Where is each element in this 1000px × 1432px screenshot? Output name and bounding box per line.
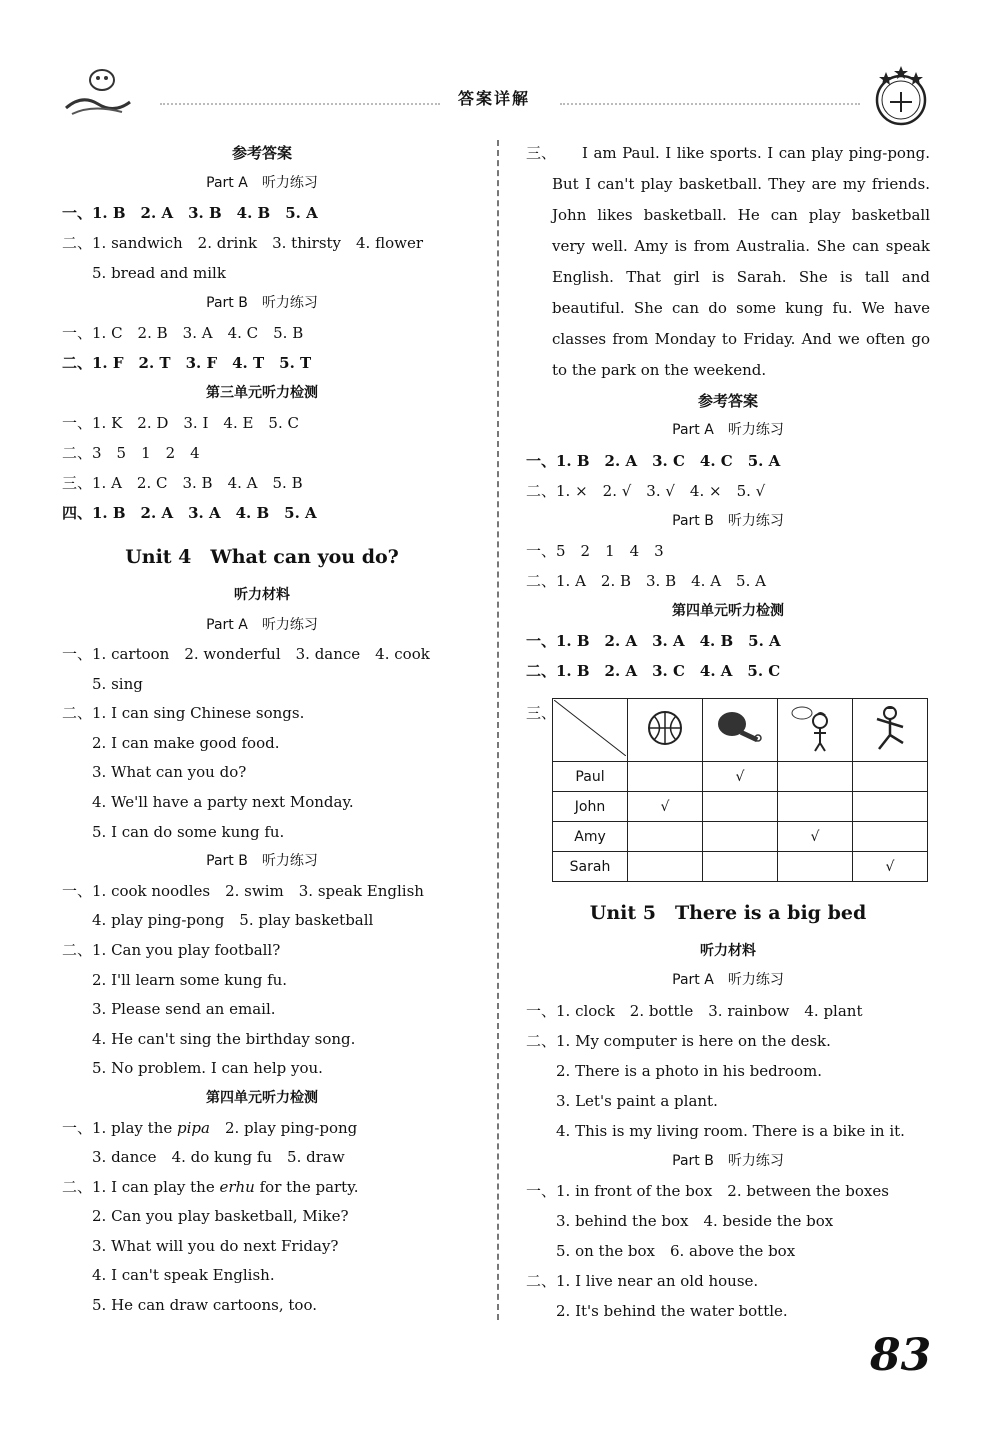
mark-cell xyxy=(853,822,928,852)
listening-passage xyxy=(526,138,930,386)
material-line: 二、1. Can you play football? xyxy=(62,940,281,959)
table-row xyxy=(553,762,928,792)
material-text: 2. play ping-pong xyxy=(209,1118,358,1137)
part-a-title: Part A 听力练习 xyxy=(672,972,784,988)
material-line: 2. I'll learn some kung fu. xyxy=(92,970,288,989)
part-b-title: Part B 听力练习 xyxy=(672,1152,784,1169)
unit-test-title: 第三单元听力检测 xyxy=(206,385,318,401)
material-line: 3. Let's paint a plant. xyxy=(556,1091,718,1110)
material-line: 一、1. cook noodles 2. swim 3. speak English xyxy=(62,881,424,900)
answer-line: 5. bread and milk xyxy=(92,264,226,282)
page-header xyxy=(0,0,1000,140)
material-line xyxy=(62,1173,482,1203)
material-line: 3. Please send an email. xyxy=(92,1000,276,1019)
question-label: 三、 xyxy=(526,144,557,162)
material-line: 3. dance 4. do kung fu 5. draw xyxy=(92,1148,345,1167)
material-line: 二、1. My computer is here on the desk. xyxy=(526,1031,831,1050)
answer-line: 一、1. K 2. D 3. I 4. E 5. C xyxy=(62,414,299,432)
material-line: 3. behind the box 4. beside the box xyxy=(556,1211,834,1230)
right-column xyxy=(526,138,930,686)
answer-line: 三、1. A 2. C 3. B 4. A 5. B xyxy=(62,474,303,492)
material-line: 5. He can draw cartoons, too. xyxy=(92,1296,317,1315)
answer-line: 二、1. sandwich 2. drink 3. thirsty 4. flower xyxy=(62,234,424,252)
mark-cell xyxy=(703,852,778,882)
material-line: 2. It's behind the water bottle. xyxy=(556,1301,788,1320)
table-header-cell xyxy=(703,699,778,762)
unit-test-title: 第四单元听力检测 xyxy=(672,602,784,619)
mark-cell xyxy=(628,822,703,852)
cartoon-logo-icon xyxy=(62,64,132,118)
material-line: 4. I can't speak English. xyxy=(92,1266,275,1285)
material-line: 4. He can't sing the birthday song. xyxy=(92,1029,356,1048)
material-line: 二、1. I can sing Chinese songs. xyxy=(62,704,305,723)
material-line: 一、1. in front of the box 2. between the boxes xyxy=(526,1181,889,1200)
material-text: 二、1. I can play the xyxy=(62,1177,220,1196)
mark-cell: √ xyxy=(853,852,928,882)
header-dotted-line-left xyxy=(160,103,440,105)
part-a-title: Part A 听力练习 xyxy=(672,422,784,438)
header-dotted-line-right xyxy=(560,103,860,105)
material-line: 3. What will you do next Friday? xyxy=(92,1236,339,1255)
material-line: 一、1. clock 2. bottle 3. rainbow 4. plant xyxy=(526,1001,863,1020)
column-divider xyxy=(497,140,499,1320)
pipa-word: pipa xyxy=(177,1118,210,1137)
material-line: 4. play ping-pong 5. play basketball xyxy=(92,911,374,930)
student-name-cell: Paul xyxy=(553,762,628,792)
material-line: 3. What can you do? xyxy=(92,763,247,782)
mark-cell: √ xyxy=(703,762,778,792)
part-b-title: Part B 听力练习 xyxy=(206,295,318,311)
brand-seal-icon xyxy=(866,62,936,128)
answer-line: 一、1. B 2. A 3. C 4. C 5. A xyxy=(526,451,781,470)
basketball-icon xyxy=(645,708,685,748)
material-line: 4. This is my living room. There is a bike in it. xyxy=(556,1121,905,1140)
mark-cell xyxy=(703,792,778,822)
mark-cell xyxy=(853,792,928,822)
material-line: 二、1. I live near an old house. xyxy=(526,1271,759,1290)
material-line: 5. No problem. I can help you. xyxy=(92,1059,323,1078)
answer-line: 二、1. × 2. √ 3. √ 4. × 5. √ xyxy=(526,481,766,500)
part-b-title: Part B 听力练习 xyxy=(672,512,784,529)
material-text: 一、1. play the xyxy=(62,1118,177,1137)
material-line xyxy=(62,1114,482,1144)
material-line: 2. I can make good food. xyxy=(92,733,280,752)
part-b-title: Part B 听力练习 xyxy=(206,853,318,870)
page-number: 83 xyxy=(870,1330,932,1381)
answer-line: 二、1. A 2. B 3. B 4. A 5. A xyxy=(526,571,766,590)
answer-line: 一、1. B 2. A 3. A 4. B 5. A xyxy=(526,631,781,650)
diagonal-line xyxy=(554,700,626,756)
answer-line: 二、3 5 1 2 4 xyxy=(62,444,200,462)
material-line: 4. We'll have a party next Monday. xyxy=(92,792,354,811)
unit-4-title: Unit 4 What can you do? xyxy=(125,546,399,568)
table-header-cell xyxy=(853,699,928,762)
mark-cell xyxy=(628,762,703,792)
passage-text: I am Paul. I like sports. I can play ping-pong. But I can't play basketball. They are my friends. John likes basketball. He can play basketball very well. Amy is from Australia. She can speak English. That girl is Sarah. She is tall and beautiful. She can do some kung fu. We have classes from Monday to Friday. And we often go to the park on the weekend. xyxy=(552,144,930,379)
answer-line: 一、5 2 1 4 3 xyxy=(526,541,664,560)
kung-fu-girl-icon xyxy=(865,703,915,753)
left-column xyxy=(62,138,482,1321)
mark-cell: √ xyxy=(628,792,703,822)
student-name-cell: John xyxy=(553,792,628,822)
mark-cell xyxy=(778,762,853,792)
table-row xyxy=(553,852,928,882)
mark-cell: √ xyxy=(778,822,853,852)
table-row xyxy=(553,792,928,822)
material-line: 2. There is a photo in his bedroom. xyxy=(556,1061,822,1080)
mark-cell xyxy=(778,852,853,882)
answer-line: 二、1. B 2. A 3. C 4. A 5. C xyxy=(526,661,781,680)
table-header-cell xyxy=(628,699,703,762)
student-name-cell: Amy xyxy=(553,822,628,852)
material-line: 5. on the box 6. above the box xyxy=(556,1241,796,1260)
materials-title: 听力材料 xyxy=(234,587,290,603)
activity-table xyxy=(552,698,928,882)
material-line: 5. I can do some kung fu. xyxy=(92,822,285,841)
question-label: 三、 xyxy=(526,704,557,722)
answer-line: 一、1. C 2. B 3. A 4. C 5. B xyxy=(62,324,304,342)
part-a-title: Part A 听力练习 xyxy=(206,175,318,191)
material-line: 一、1. cartoon 2. wonderful 3. dance 4. cook xyxy=(62,645,430,663)
material-text: for the party. xyxy=(254,1177,359,1196)
table-row xyxy=(553,822,928,852)
mark-cell xyxy=(703,822,778,852)
material-line: 5. sing xyxy=(92,674,143,693)
student-name-cell: Sarah xyxy=(553,852,628,882)
table-header-cell xyxy=(778,699,853,762)
unit-5-title: Unit 5 There is a big bed xyxy=(589,902,867,924)
mark-cell xyxy=(778,792,853,822)
answer-line: 四、1. B 2. A 3. A 4. B 5. A xyxy=(62,504,317,522)
table-header-row xyxy=(553,699,928,762)
mark-cell xyxy=(853,762,928,792)
part-a-title: Part A 听力练习 xyxy=(206,617,318,633)
unit-test-title: 第四单元听力检测 xyxy=(206,1089,318,1106)
section-title: 参考答案 xyxy=(697,392,758,410)
right-column-lower xyxy=(526,890,930,1326)
section-title: 参考答案 xyxy=(231,144,292,162)
erhu-word: erhu xyxy=(219,1177,255,1196)
ping-pong-icon xyxy=(712,708,768,748)
answer-line: 二、1. F 2. T 3. F 4. T 5. T xyxy=(62,354,312,372)
answer-line: 一、1. B 2. A 3. B 4. B 5. A xyxy=(62,204,318,222)
header-title: 答案详解 xyxy=(458,89,531,108)
material-line: 2. Can you play basketball, Mike? xyxy=(92,1207,349,1226)
materials-title: 听力材料 xyxy=(700,943,756,959)
table-corner-cell xyxy=(553,699,628,762)
mark-cell xyxy=(628,852,703,882)
speaking-girl-icon xyxy=(790,703,840,753)
